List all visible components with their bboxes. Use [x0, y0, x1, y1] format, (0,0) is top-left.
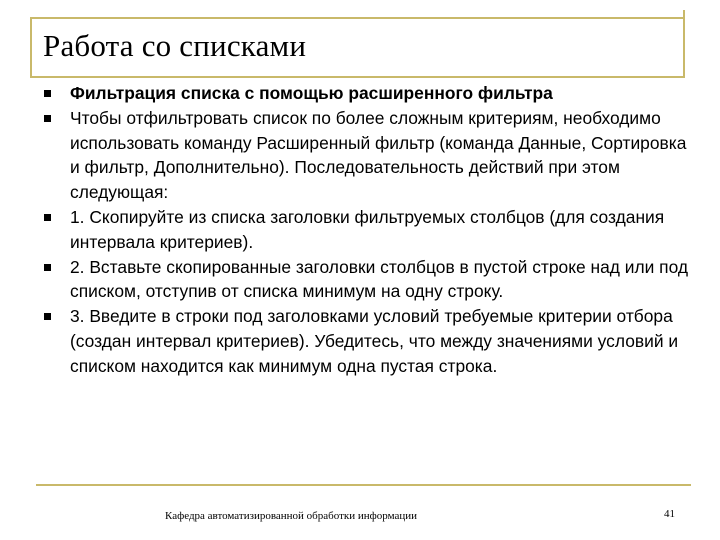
bullet-item-heading	[40, 81, 690, 106]
bullet-item-step-2	[40, 255, 690, 305]
footer-department: Кафедра автоматизированной обработки информации	[165, 510, 418, 522]
bullet-text: 3. Введите в строки под заголовками условий требуемые критерии отбора (создан интервал критериев). Убедитесь, что между значениями условий и списком находится как минимум одна пустая строка.	[70, 306, 679, 376]
bullet-text: Чтобы отфильтровать список по более сложным критериям, необходимо использовать команду Расширенный фильтр (команда Данные, Сортировка и фильтр, Дополнительно). Последовательность действий при этом следующая:	[70, 107, 687, 203]
bullet-item-step-3	[40, 304, 690, 378]
bullet-square-icon	[44, 90, 51, 97]
bullet-list	[40, 81, 690, 379]
frame-top-line	[30, 17, 685, 19]
bullet-square-icon	[44, 115, 51, 122]
bullet-text: Фильтрация списка с помощью расширенного фильтра	[70, 83, 553, 103]
bullet-square-icon	[44, 264, 51, 271]
bullet-text: 2. Вставьте скопированные заголовки столбцов в пустой строке над или под списком, отступив от списка минимум на одну строку.	[70, 256, 689, 302]
slide-title: Работа со списками	[43, 28, 307, 63]
bullet-square-icon	[44, 214, 51, 221]
bullet-text: 1. Скопируйте из списка заголовки фильтруемых столбцов (для создания интервала критериев).	[70, 206, 665, 252]
title-underline	[30, 76, 685, 78]
footer-line	[36, 484, 691, 486]
bullet-item-intro	[40, 106, 690, 205]
page-number: 41	[664, 508, 675, 520]
frame-left-line	[30, 17, 32, 77]
bullet-square-icon	[44, 313, 51, 320]
bullet-item-step-1	[40, 205, 690, 255]
frame-right-line	[683, 10, 685, 78]
